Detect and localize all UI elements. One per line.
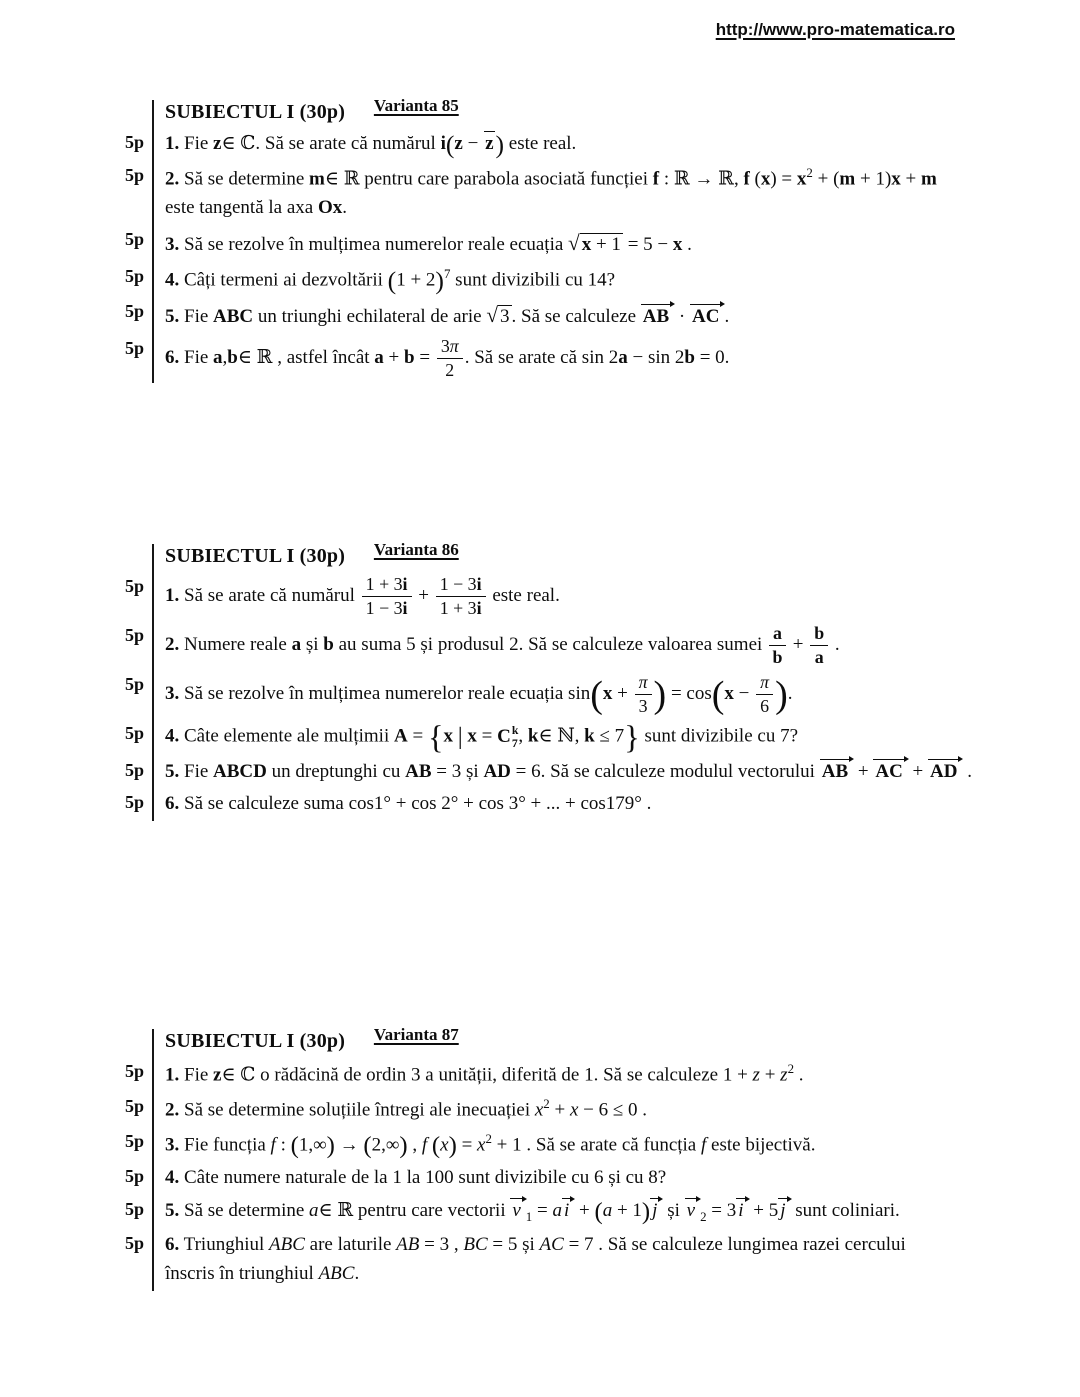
- problem-text: 5. Fie ABCD un dreptunghi cu AB = 3 și AD = 6. Să se calculeze modulul vectorului AB + AC + AD .: [165, 760, 972, 782]
- problem-85-5: [125, 299, 977, 332]
- problem-87-2: [125, 1094, 977, 1125]
- problem-text: 5. Fie ABC un triunghi echilateral de arie √ 3 . Să se calculeze AB · AC .: [165, 302, 730, 327]
- points-label: 5p: [125, 723, 145, 744]
- problem-text: 4. Câți termeni ai dezvoltării $(1 + 2)^7$ sunt divizibili cu 14?: [165, 265, 616, 295]
- points-label: 5p: [125, 1232, 145, 1253]
- varianta-label: Varianta 86: [373, 540, 459, 559]
- problem-text: 1. Fie z∈ ℂ o rădăcină de ordin 3 a unității, diferită de 1. Să se calculeze $1 + z + z^2$ .: [165, 1060, 804, 1086]
- section-varianta-87: [125, 1026, 977, 1293]
- section-heading: [125, 97, 977, 128]
- subiectul-title: SUBIECTUL I (30p): [165, 1030, 346, 1052]
- problem-87-4: [125, 1164, 977, 1193]
- points-label: [125, 541, 152, 543]
- problem-86-1: [125, 574, 977, 619]
- problem-text: 3. Să se rezolve în mulțimea numerelor reale ecuația √ x + 1 = 5 − x .: [165, 230, 692, 255]
- problem-text: 2. Să se determine m∈ ℝ pentru care parabola asociată funcției f : ℝ → ℝ, f $(x) = x^2 + (m + 1)x + m$ este tangentă la axa Ox.: [165, 164, 937, 218]
- problem-87-5: [125, 1197, 977, 1226]
- points-label: 5p: [125, 265, 145, 286]
- problem-85-1: [125, 130, 977, 159]
- problem-text: 3. Să se rezolve în mulțimea numerelor reale ecuația sin(x + $\frac{\pi}{3}$ ) = cos(x − $\frac{\pi}{6}$ ).: [165, 672, 793, 717]
- problem-85-4: [125, 264, 977, 295]
- problem-text: 4. Câte numere naturale de la 1 la 100 sunt divizibile cu 6 și cu 8?: [165, 1167, 667, 1189]
- vertical-rule: [152, 100, 154, 383]
- points-label: 5p: [125, 1096, 145, 1117]
- problem-text: 6. Triunghiul ABC are laturile AB = 3 , BC = 5 și AC = 7 . Să se calculeze lungimea razei cercului înscris în triunghiul ABC.: [165, 1233, 906, 1284]
- varianta-label: Varianta 87: [373, 1025, 459, 1044]
- points-label: [125, 97, 152, 99]
- points-label: 5p: [125, 164, 145, 185]
- points-label: 5p: [125, 337, 145, 358]
- points-label: 5p: [125, 674, 145, 695]
- points-label: 5p: [125, 1131, 145, 1152]
- points-label: 5p: [125, 1166, 145, 1187]
- problem-text: 1. Să se arate că numărul $\frac{1 + 3i}{1 - 3i}$ + $\frac{1 - 3i}{1 + 3i}$ este real.: [165, 573, 560, 618]
- problem-87-1: [125, 1059, 977, 1090]
- points-label: 5p: [125, 300, 145, 321]
- section-heading: [125, 541, 977, 572]
- points-label: 5p: [125, 625, 145, 645]
- problem-86-2: [125, 623, 977, 668]
- problem-86-3: [125, 672, 977, 717]
- varianta-label: Varianta 85: [373, 96, 459, 115]
- problem-86-6: [125, 790, 977, 819]
- problem-86-5: [125, 758, 977, 787]
- problem-85-3: [125, 227, 977, 260]
- points-label: 5p: [125, 131, 145, 152]
- section-varianta-85: [125, 97, 977, 385]
- points-label: 5p: [125, 228, 145, 249]
- problem-text: 5. Să se determine a∈ ℝ pentru care vectorii v $_1$ = a i + (a + 1) j și v $_2$ = 3 i + 5 j sunt coliniari.: [165, 1197, 900, 1225]
- problem-87-6: [125, 1231, 977, 1289]
- problem-text: 6. Să se calculeze suma cos1° + cos 2° + cos 3° + ... + cos179° .: [165, 793, 652, 815]
- problem-text: 6. Fie a,b∈ ℝ , astfel încât a + b = $\frac{3\pi}{2}$ . Să se arate că sin 2a − sin 2b = 0.: [165, 335, 730, 380]
- points-label: 5p: [125, 1199, 145, 1220]
- vertical-rule: [152, 544, 154, 821]
- points-label: [125, 1026, 152, 1028]
- problem-85-6: [125, 336, 977, 381]
- problem-text: 3. Fie funcția f : (1,∞) → (2,∞) , f $(x) = x^2 + 1$ . Să se arate că funcția f este bijectivă.: [165, 1131, 816, 1159]
- subiectul-title: SUBIECTUL I (30p): [165, 545, 346, 567]
- website-url-link[interactable]: http://www.pro-matematica.ro: [715, 20, 955, 39]
- problem-text: 2. Să se determine soluțiile întregi ale inecuației $x^2 + x - 6 \le 0$ .: [165, 1096, 648, 1121]
- subiectul-title: SUBIECTUL I (30p): [165, 101, 346, 123]
- points-label: 5p: [125, 1060, 145, 1081]
- points-label: 5p: [125, 792, 145, 813]
- problem-text: 2. Numere reale a și b au suma 5 și produsul 2. Să se calculeze valoarea sumei $\frac{a}{b}$ + $\frac{b}{a}$ .: [165, 623, 840, 668]
- section-heading: [125, 1026, 977, 1057]
- problem-87-3: [125, 1129, 977, 1160]
- problem-text: 4. Câte elemente ale mulțimii A = {x | x = C k 7 , k∈ ℕ, k ≤ 7} sunt divizibile cu 7?: [165, 719, 799, 756]
- vertical-rule: [152, 1029, 154, 1291]
- points-label: 5p: [125, 575, 145, 596]
- problem-86-4: [125, 719, 977, 756]
- section-varianta-86: [125, 541, 977, 823]
- problem-text: 1. Fie z∈ ℂ. Să se arate că numărul i(z − z) este real.: [165, 129, 577, 159]
- points-label: 5p: [125, 759, 145, 780]
- problem-85-2: [125, 163, 977, 223]
